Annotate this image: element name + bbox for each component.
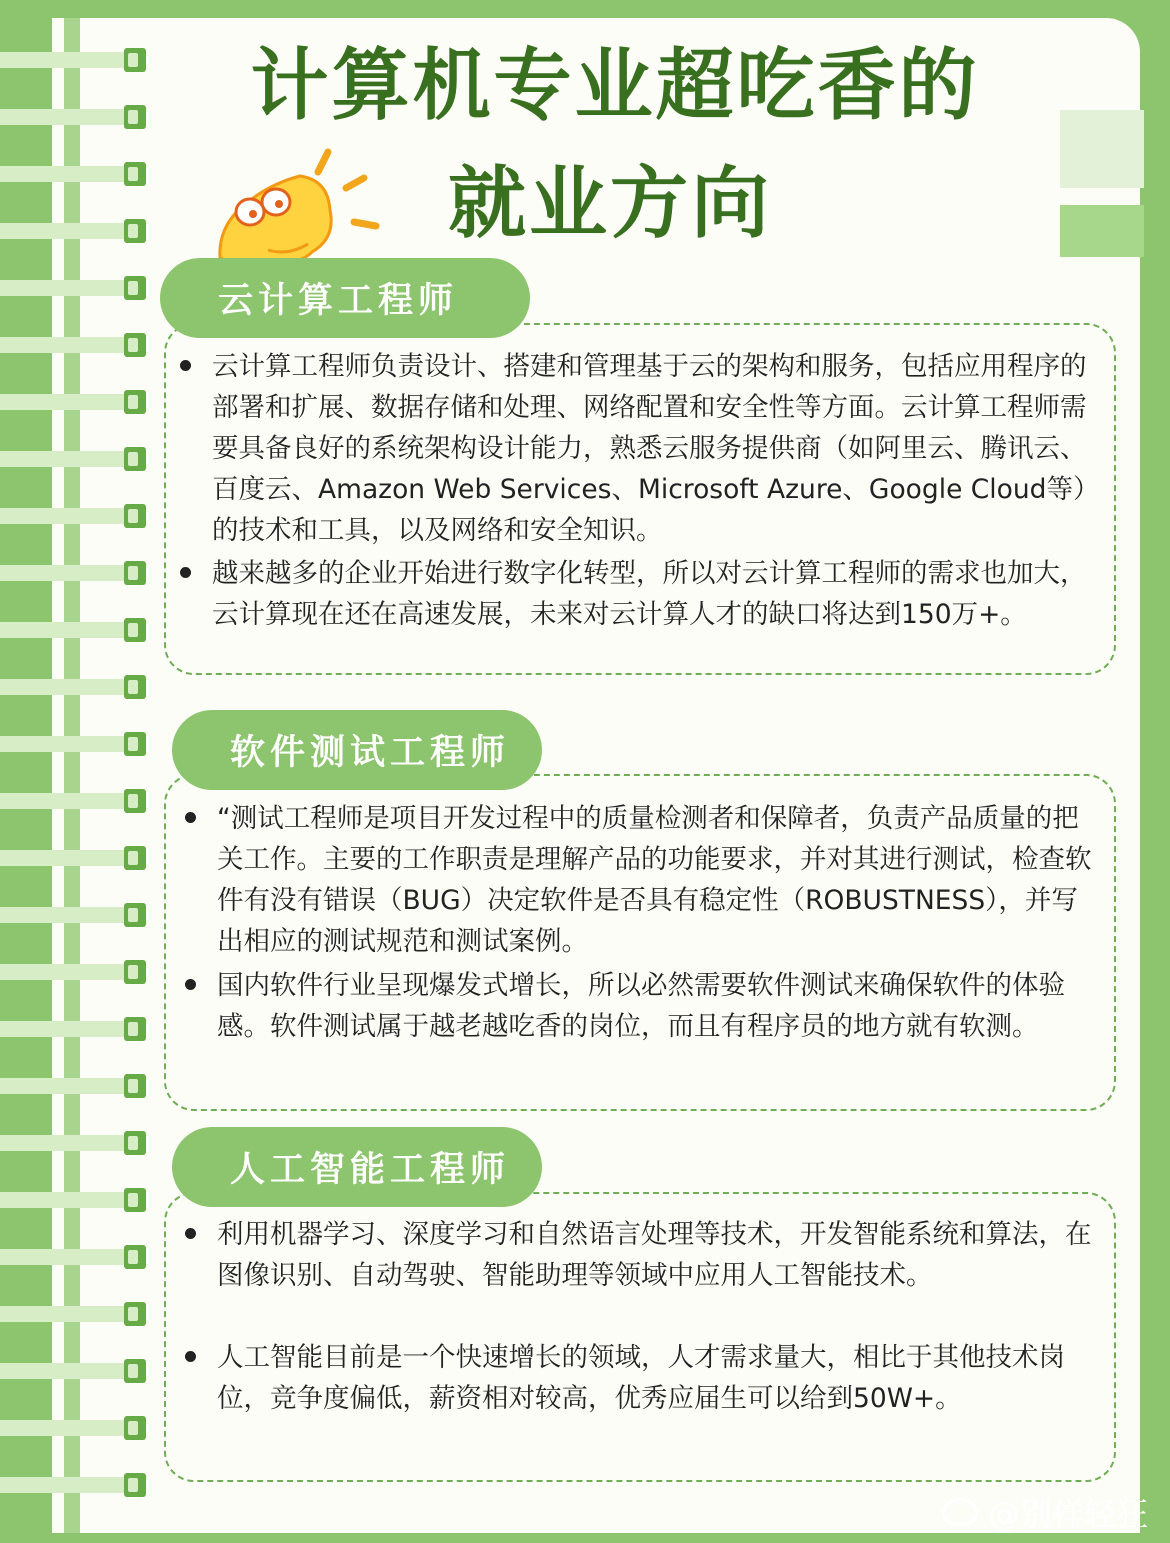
bullet-text: “测试工程师是项目开发过程中的质量检测者和保障者，负责产品质量的把关工作。主要的工作职责是理解产品的功能要求，并对其进行测试，检查软件有没有错误（BUG）决定软件是否具有稳定性（ROBUSTNESS），并写出相应的测试规范和测试案例。 — [217, 803, 1092, 957]
binder-ring-icon — [0, 1131, 145, 1155]
binder-ring-icon — [0, 1245, 145, 1269]
bullet-text: 越来越多的企业开始进行数字化转型，所以对云计算工程师的需求也加大，云计算现在还在高速发展，未来对云计算人才的缺口将达到150万+。 — [212, 558, 1087, 630]
bullet-dot-icon — [185, 812, 196, 823]
binder-ring-icon — [0, 1017, 145, 1041]
bullet-item — [212, 553, 1106, 635]
binder-ring-icon — [0, 447, 145, 471]
bullet-dot-icon — [180, 360, 191, 371]
bullet-item — [217, 798, 1095, 962]
binder-ring-icon — [0, 504, 145, 528]
binder-ring-icon — [0, 390, 145, 414]
bullet-item — [217, 1214, 1101, 1296]
binder-ring-icon — [0, 1302, 145, 1326]
bullet-text: 国内软件行业呈现爆发式增长，所以必然需要软件测试来确保软件的体验感。软件测试属于越老越吃香的岗位，而且有程序员的地方就有软测。 — [217, 970, 1065, 1042]
bullet-dot-icon — [185, 979, 196, 990]
section-heading: 云计算工程师 — [160, 258, 530, 338]
bullet-dot-icon — [185, 1228, 196, 1239]
binder-ring-icon — [0, 333, 145, 357]
binder-ring-icon — [0, 846, 145, 870]
bullet-item — [212, 346, 1106, 551]
binder-ring-icon — [0, 1188, 145, 1212]
watermark-text: @别样轻狂 — [987, 1495, 1148, 1533]
binder-ring-icon — [0, 675, 145, 699]
watermark-logo-icon — [942, 1498, 978, 1526]
binder-ring-icon — [0, 789, 145, 813]
bullet-item — [217, 965, 1095, 1047]
bullet-text: 云计算工程师负责设计、搭建和管理基于云的架构和服务，包括应用程序的部署和扩展、数据存储和处理、网络配置和安全性等方面。云计算工程师需要具备良好的系统架构设计能力，熟悉云服务提供商（如阿里云、腾讯云、百度云、Amazon Web Services、Microsoft Azure、Google Cloud等）的技术和工具，以及网络和安全知识。 — [212, 351, 1100, 546]
bullet-dot-icon — [185, 1351, 196, 1362]
binder-ring-icon — [0, 276, 145, 300]
binder-ring-icon — [0, 960, 145, 984]
section-heading: 软件测试工程师 — [172, 710, 542, 790]
bullet-dot-icon — [180, 567, 191, 578]
binder-ring-icon — [0, 1359, 145, 1383]
watermark — [942, 1489, 1148, 1535]
binder-ring-icon — [0, 732, 145, 756]
binder-ring-icon — [0, 618, 145, 642]
binder-ring-icon — [0, 903, 145, 927]
binder-ring-icon — [0, 1473, 145, 1497]
bullet-text: 人工智能目前是一个快速增长的领域，人才需求量大，相比于其他技术岗位，竞争度偏低，薪资相对较高，优秀应届生可以给到50W+。 — [217, 1342, 1065, 1414]
binder-ring-icon — [0, 561, 145, 585]
bullet-item — [217, 1337, 1101, 1419]
page-title-line2: 就业方向 — [447, 159, 772, 249]
bullet-text: 利用机器学习、深度学习和自然语言处理等技术，开发智能系统和算法，在图像识别、自动驾驶、智能助理等领域中应用人工智能技术。 — [217, 1219, 1092, 1291]
section-heading: 人工智能工程师 — [172, 1127, 542, 1207]
binder-ring-icon — [0, 1074, 145, 1098]
page-title-line1: 计算机专业超吃香的 — [250, 41, 980, 131]
binder-ring-icon — [0, 1416, 145, 1440]
